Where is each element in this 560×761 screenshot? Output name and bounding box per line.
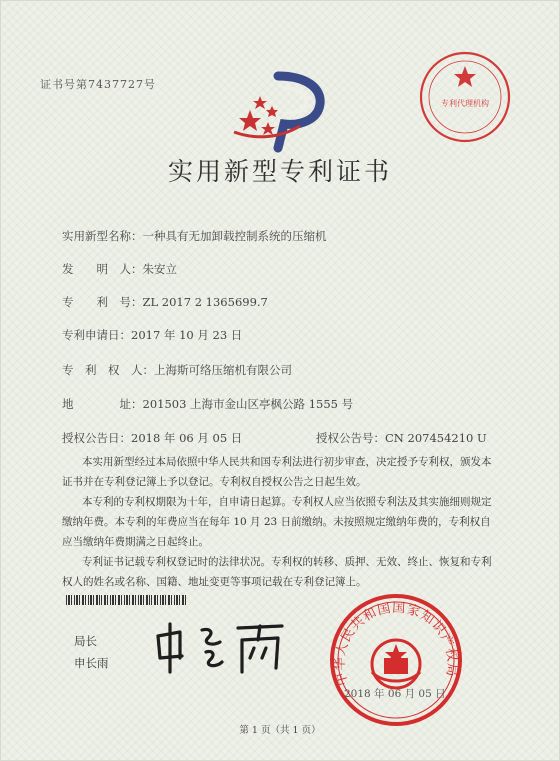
auth-number-label: 授权公告号： (316, 431, 385, 445)
auth-number-row (316, 430, 487, 446)
body-paragraph: 专利证书记载专利权登记时的法律状况。专利权的转移、质押、无效、终止、恢复和专利权人的姓名或名称、国籍、地址变更等事项记载在专利登记簿上。 (62, 556, 492, 588)
emblem-star (266, 106, 278, 117)
director-name: 申长雨 (74, 656, 109, 670)
emblem-star (253, 96, 267, 109)
auth-date-value: 2018 年 06 月 05 日 (131, 431, 243, 445)
auth-number-value: CN 207454210 U (385, 431, 487, 445)
field-label: 专 利 权 人： (62, 363, 154, 377)
field-label: 发 明 人： (62, 262, 143, 276)
auth-date-row (62, 430, 242, 446)
field-inventor (62, 261, 177, 277)
field-value: ZL 2017 2 1365699.7 (142, 295, 268, 309)
field-filing-date (62, 327, 242, 343)
barcode-icon (66, 595, 186, 605)
official-seal-icon (326, 590, 466, 730)
emblem-star (261, 122, 275, 135)
field-value: 2017 年 10 月 23 日 (131, 328, 243, 342)
certificate-number-label: 证书号第 (40, 78, 88, 91)
certificate-number (40, 76, 156, 92)
field-label: 实用新型名称： (62, 229, 143, 243)
director-title: 局长 (74, 634, 97, 648)
certificate-body (62, 452, 500, 592)
page-footer: 第 1 页（共 1 页） (239, 725, 321, 736)
field-patentee (62, 362, 292, 378)
field-patent-number (62, 294, 268, 310)
certificate-number-value: 7437727 (88, 78, 144, 91)
emblem-star (239, 110, 261, 131)
page-title: 实用新型专利证书 (167, 157, 392, 186)
seal-text: 中华人民共和国国家知识产权局 (332, 600, 460, 688)
field-value: 201503 上海市金山区亭枫公路 1555 号 (142, 397, 354, 411)
field-address (62, 396, 353, 412)
auth-date-label: 授权公告日： (62, 431, 131, 445)
certificate-number-suffix: 号 (144, 78, 156, 91)
field-value: 朱安立 (142, 262, 177, 276)
body-paragraph: 本专利的专利权期限为十年，自申请日起算。专利权人应当依照专利法及其实施细则规定缴纳年费。本专利的年费应当在每年 10 月 23 日前缴纳。未按照规定缴纳年费的，专利权自应当缴纳年费期满之日起终止。 (62, 496, 492, 548)
field-value: 一种具有无加卸载控制系统的压缩机 (142, 229, 327, 243)
field-utility-name (62, 228, 327, 244)
seal-date: 2018 年 06 月 05 日 (344, 688, 446, 700)
body-paragraph: 本实用新型经过本局依照中华人民共和国专利法进行初步审查，决定授予专利权，颁发本证书并在专利登记簿上予以登记。专利权自授权公告之日起生效。 (62, 456, 492, 488)
director-signature-icon (150, 618, 290, 676)
field-label: 专 利 号： (62, 295, 143, 309)
patent-office-emblem-icon (230, 70, 340, 154)
field-label: 专利申请日： (62, 328, 131, 342)
agency-stamp-text: 专利代理机构 (441, 99, 489, 108)
field-label: 地 址： (62, 397, 143, 411)
field-value: 上海斯可络压缩机有限公司 (154, 363, 292, 377)
agency-stamp-icon (416, 48, 514, 146)
